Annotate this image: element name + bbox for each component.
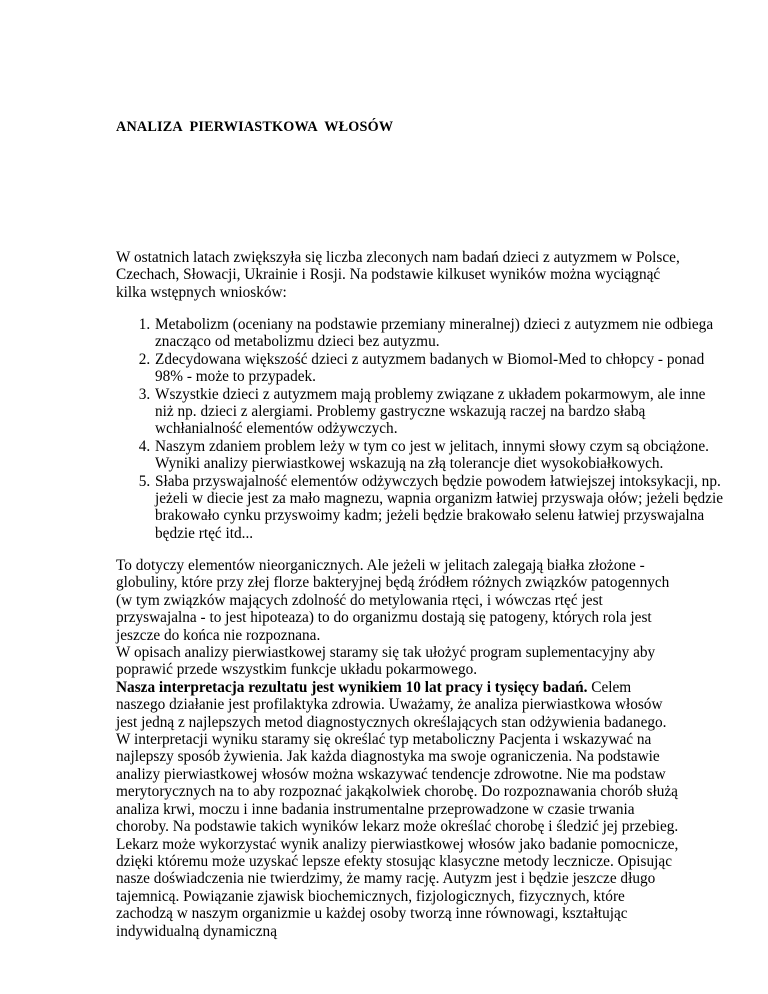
list-item: 4. Naszym zdaniem problem leży w tym co jest w jelitach, innymi słowy czym są obciążone. Wyniki analizy pierwiastkowej wskazują na złą tolerancje diet wysokobiałkowych. bbox=[154, 438, 724, 473]
list-item: 3. Wszystkie dzieci z autyzmem mają problemy związane z układem pokarmowym, ale inne niż np. dzieci z alergiami. Problemy gastryczne wskazują raczej na bardzo słabą wchłanialność elementów odżywczych. bbox=[154, 386, 724, 438]
list-item: 5. Słaba przyswajalność elementów odżywczych będzie powodem łatwiejszej intoksykacji, np. jeżeli w diecie jest za mało magnezu, wapnia organizm łatwiej przyswaja ołów; jeżeli będzie brakowało cynku przyswoimy kadm; jeżeli będzie brakowało selenu łatwiej przyswajalna będzie rtęć itd... bbox=[154, 473, 724, 543]
list-item: 2. Zdecydowana większość dzieci z autyzmem badanych w Biomol-Med to chłopcy - ponad 98% - może to przypadek. bbox=[154, 351, 724, 386]
document-title: ANALIZA PIERWIASTKOWA WŁOSÓW bbox=[116, 119, 394, 135]
findings-list bbox=[116, 316, 724, 542]
list-item: 1. Metabolizm (oceniany na podstawie przemiany mineralnej) dzieci z autyzmem nie odbiega znacząco od metabolizmu dzieci bez autyzmu. bbox=[154, 316, 724, 351]
interpretation-text: Celem naszego działanie jest profilaktyka zdrowia. Uważamy, że analiza pierwiastkowa włosów jest jedną z najlepszych metod diagnostycznych określających stan odżywienia badanego. W interpretacji wyniku staramy się określać typ metaboliczny Pacjenta i wskazywać na najlepszy sposób żywienia. Jak każda diagnostyka ma swoje ograniczenia. Na podstawie analizy pierwiastkowej włosów można wskazywać tendencje zdrowotne. Nie ma podstaw merytorycznych na to aby rozpoznać jakąkolwiek chorobę. Do rozpoznawania chorób służą analiza krwi, moczu i inne badania instrumentalne przeprowadzone w czasie trwania choroby. Na podstawie takich wyników lekarz może określać chorobę i śledzić jej przebieg. Lekarz może wykorzystać wynik analizy pierwiastkowej włosów jako badanie pomocnicze, dzięki któremu może uzyskać lepsze efekty stosując klasyczne metody lecznicze. Opisując nasze doświadczenia nie twierdzimy, że mamy rację. Autyzm jest i będzie jeszcze długo tajemnicą. Powiązanie zjawisk biochemicznych, fizjologicznych, fizycznych, które zachodzą w naszym organizmie u każdej osoby tworzą inne równowagi, kształtując indywidualną dynamiczną bbox=[116, 678, 679, 940]
body-text bbox=[116, 557, 684, 940]
paragraph-supplementation: W opisach analizy pierwiastkowej staramy się tak ułożyć program suplementacyjny aby poprawić przede wszystkim funkcje układu pokarmowego. bbox=[116, 644, 656, 679]
paragraph-interpretation bbox=[116, 679, 684, 940]
intro-paragraph: W ostatnich latach zwiększyła się liczba zleconych nam badań dzieci z autyzmem w Polsce, Czechach, Słowacji, Ukrainie i Rosji. Na podstawie kilkuset wyników można wyciągnąć kilka wstępnych wniosków: bbox=[116, 249, 680, 301]
paragraph-inorganic: To dotyczy elementów nieorganicznych. Ale jeżeli w jelitach zalegają białka złożone - globuliny, które przy złej florze bakteryjnej będą źródłem różnych związków patogennych (w tym związków mających zdolność do metylowania rtęci, i wówczas rtęć jest przyswajalna - to jest hipoteaza) to do organizmu dostają się patogeny, których rola jest jeszcze do końca nie rozpoznana. bbox=[116, 557, 670, 644]
interpretation-lead: Nasza interpretacja rezultatu jest wynikiem 10 lat pracy i tysięcy badań. bbox=[116, 678, 588, 696]
